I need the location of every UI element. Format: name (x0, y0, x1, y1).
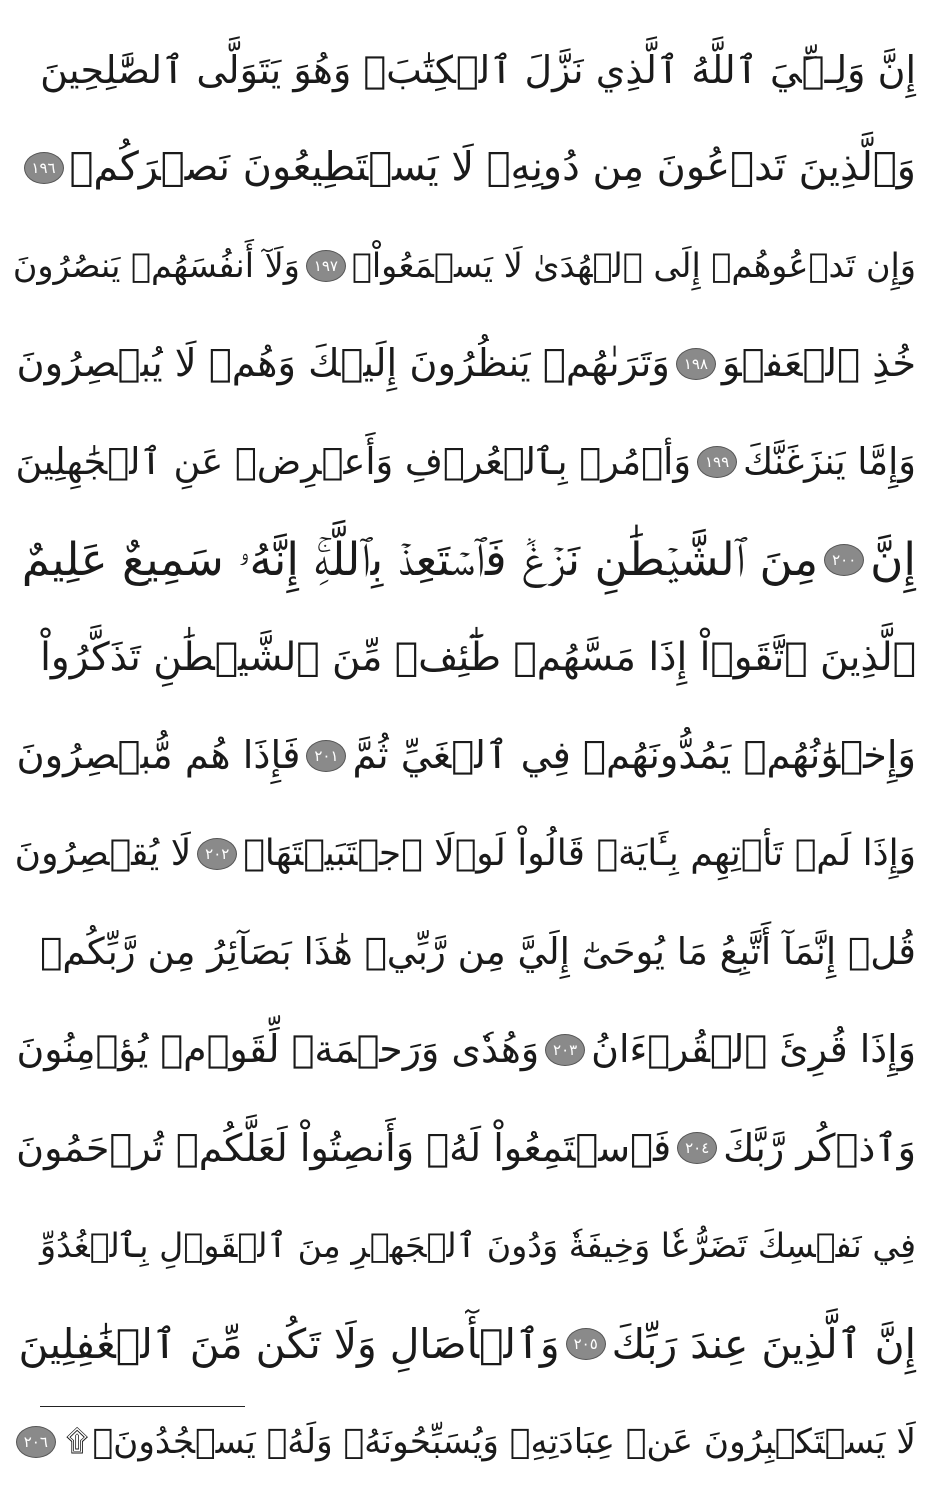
verse-line-9 (14, 806, 916, 902)
line-text: لَا يَسۡتَكۡبِرُونَ عَنۡ عِبَادَتِهِۦ وَيُسَبِّحُونَهُۥ وَلَهُۥ يَسۡجُدُونَۤ (92, 1421, 916, 1462)
verse-line-3 (12, 218, 916, 314)
ayah-number-marker: ٢٠١ (306, 740, 346, 772)
ayah-number-marker: ٢٠٦ (16, 1426, 56, 1458)
verse-line-6 (22, 512, 916, 608)
verse-line-7 (22, 610, 916, 706)
line-text: مِنَ ٱلشَّيۡطَٰنِ نَزۡغٞ فَٱسۡتَعِذۡ بِٱللَّهِۚ إِنَّهُۥ سَمِيعٌ عَلِيمٌ (21, 533, 819, 587)
line-text: لَا يُقۡصِرُونَ (14, 833, 192, 875)
ayah-number-marker: ٢٠٤ (677, 1132, 717, 1164)
sajdah-icon: ۩ (65, 1424, 89, 1459)
line-text: وَإِذَا لَمۡ تَأۡتِهِم بِـَٔايَةٖ قَالُواْ لَوۡلَا ٱجۡتَبَيۡتَهَاۚ (243, 833, 916, 875)
ayah-number-marker: ٢٠٠ (824, 544, 864, 576)
line-text: وَهُدٗى وَرَحۡمَةٞ لِّقَوۡمٖ يُؤۡمِنُونَ (16, 1027, 540, 1072)
line-text: فَإِذَا هُم مُّبۡصِرُونَ (16, 732, 301, 778)
verse-line-4 (16, 316, 916, 412)
line-text: وَتَرَىٰهُمۡ يَنظُرُونَ إِلَيۡكَ وَهُمۡ لَا يُبۡصِرُونَ (16, 340, 670, 386)
line-text: وَإِذَا قُرِئَ ٱلۡقُرۡءَانُ (591, 1027, 916, 1072)
ayah-number-marker: ١٩٨ (676, 348, 716, 380)
verse-line-14 (18, 1296, 916, 1392)
line-text: فِي نَفۡسِكَ تَضَرُّعٗا وَخِيفَةٗ وَدُونَ ٱلۡجَهۡرِ مِنَ ٱلۡقَوۡلِ بِٱلۡغُدُوِّ (40, 1226, 916, 1266)
verse-line-8 (16, 708, 916, 804)
ayah-number-marker: ٢٠٣ (545, 1034, 585, 1066)
ayah-number-marker: ١٩٦ (24, 152, 64, 184)
line-text: إِنَّ ٱلَّذِينَ عِندَ رَبِّكَ (611, 1319, 916, 1368)
line-text: وَإِمَّا يَنزَغَنَّكَ (743, 439, 916, 483)
ayah-number-marker: ١٩٧ (306, 250, 346, 282)
line-text: وَٱلۡأٓصَالِ وَلَا تَكُن مِّنَ ٱلۡغَٰفِلِينَ (18, 1319, 560, 1368)
verse-line-1 (22, 22, 916, 118)
line-text: قُلۡ إِنَّمَآ أَتَّبِعُ مَا يُوحَىٰٓ إِلَيَّ مِن رَّبِّيۚ هَٰذَا بَصَآئِرُ مِن رَّبِّكُمۡ (40, 930, 916, 974)
verse-line-11 (16, 1002, 916, 1098)
line-text: وَإِخۡوَٰنُهُمۡ يَمُدُّونَهُمۡ فِي ٱلۡغَيِّ ثُمَّ (352, 732, 916, 778)
line-text: فَٱسۡتَمِعُواْ لَهُۥ وَأَنصِتُواْ لَعَلَّكُمۡ تُرۡحَمُونَ (16, 1125, 672, 1170)
ayah-number-marker: ١٩٩ (697, 446, 737, 478)
verse-end-group (10, 1426, 93, 1458)
ayah-number-marker: ٢٠٢ (197, 838, 237, 870)
line-text: ٱلَّذِينَ ٱتَّقَوۡاْ إِذَا مَسَّهُمۡ طَٰٓئِفٞ مِّنَ ٱلشَّيۡطَٰنِ تَذَكَّرُواْ (40, 634, 916, 680)
line-text: إِنَّ وَلِـِّۧيَ ٱللَّهُ ٱلَّذِي نَزَّلَ ٱلۡكِتَٰبَۖ وَهُوَ يَتَوَلَّى ٱلصَّٰلِحِينَ (40, 48, 916, 92)
verse-line-13 (22, 1198, 916, 1294)
verse-line-15 (22, 1394, 916, 1490)
verse-line-5 (15, 414, 916, 510)
verse-line-2 (22, 120, 916, 216)
line-text: إِنَّ (870, 533, 916, 587)
line-text: وَلَآ أَنفُسَهُمۡ يَنصُرُونَ (12, 246, 300, 286)
verse-line-12 (16, 1100, 916, 1196)
line-text: وَٱذۡكُر رَّبَّكَ (723, 1125, 916, 1170)
line-text: وَإِن تَدۡعُوهُمۡ إِلَى ٱلۡهُدَىٰ لَا يَسۡمَعُواْۖ (351, 246, 916, 286)
line-text: وَٱلَّذِينَ تَدۡعُونَ مِن دُونِهِۦ لَا يَسۡتَطِيعُونَ نَصۡرَكُمۡ (69, 144, 916, 191)
ayah-number-marker: ٢٠٥ (566, 1328, 606, 1360)
line-text: خُذِ ٱلۡعَفۡوَ (721, 340, 916, 386)
line-text: وَأۡمُرۡ بِٱلۡعُرۡفِ وَأَعۡرِضۡ عَنِ ٱلۡجَٰهِلِينَ (15, 439, 692, 483)
verse-line-10 (22, 904, 916, 1000)
